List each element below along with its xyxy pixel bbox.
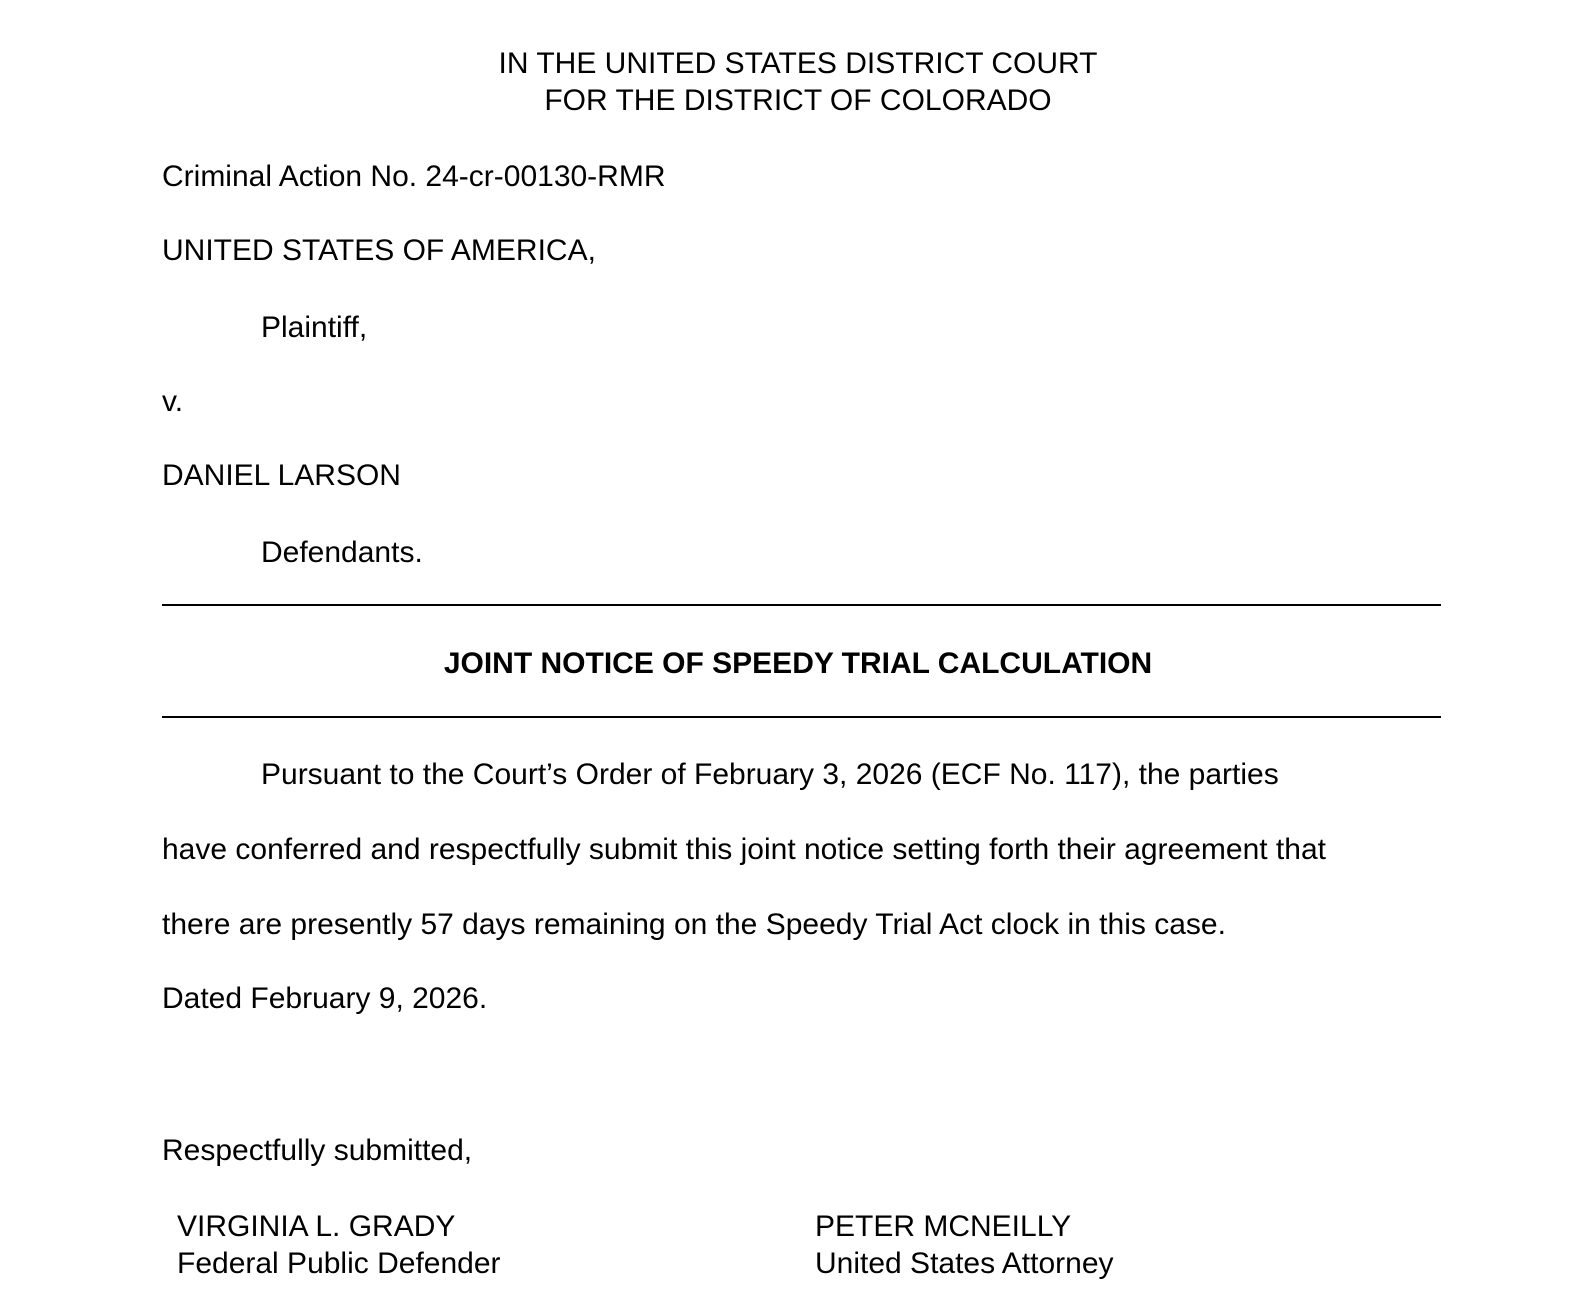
- dated-line: Dated February 9, 2026.: [162, 982, 488, 1015]
- closing-line: Respectfully submitted,: [162, 1134, 473, 1167]
- body-line-1: Pursuant to the Court’s Order of February 3, 2026 (ECF No. 117), the parties: [261, 758, 1279, 791]
- plaintiff-role: Plaintiff,: [261, 311, 368, 344]
- defendant-name: DANIEL LARSON: [162, 459, 401, 492]
- signature-right-title: United States Attorney: [815, 1247, 1114, 1280]
- court-name-line-1: IN THE UNITED STATES DISTRICT COURT: [498, 47, 1098, 80]
- signature-left-name: VIRGINIA L. GRADY: [177, 1210, 456, 1243]
- divider-top: [162, 604, 1441, 606]
- versus: v.: [162, 385, 184, 418]
- plaintiff-name: UNITED STATES OF AMERICA,: [162, 234, 596, 267]
- case-number: Criminal Action No. 24-cr-00130-RMR: [162, 160, 666, 193]
- defendant-role: Defendants.: [261, 536, 423, 569]
- body-line-3: there are presently 57 days remaining on the Speedy Trial Act clock in this case.: [162, 908, 1226, 941]
- signature-right-name: PETER MCNEILLY: [815, 1210, 1072, 1243]
- divider-bottom: [162, 716, 1441, 718]
- signature-left-title: Federal Public Defender: [177, 1247, 501, 1280]
- body-line-2: have conferred and respectfully submit this joint notice setting forth their agreement that: [162, 833, 1326, 866]
- court-name-line-2: FOR THE DISTRICT OF COLORADO: [544, 84, 1052, 117]
- document-title: JOINT NOTICE OF SPEEDY TRIAL CALCULATION: [443, 647, 1153, 680]
